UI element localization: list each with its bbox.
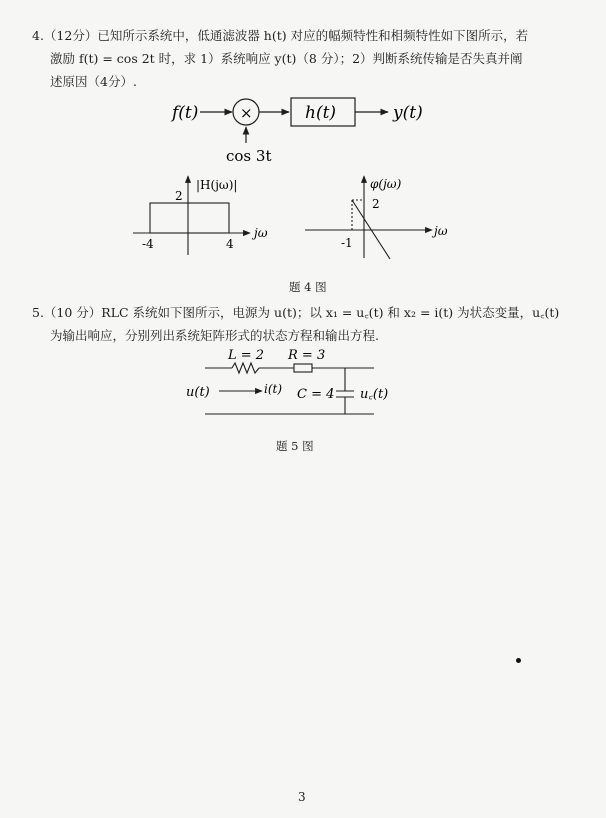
magnitude-left-tick: -4 bbox=[142, 237, 154, 251]
problem4-line2: 激励 f(t) = cos 2t 时，求 1）系统响应 y(t)（8 分）；2）判断系统传输是否失真并阐 bbox=[50, 51, 523, 66]
resistor-label: R = 3 bbox=[288, 348, 326, 363]
inductor-label: L = 2 bbox=[228, 348, 265, 363]
phase-plot bbox=[305, 176, 432, 259]
input-label: f(t) bbox=[172, 103, 199, 123]
phase-ylabel: φ(jω) bbox=[370, 177, 402, 191]
filter-label: h(t) bbox=[305, 103, 337, 123]
source-label: u(t) bbox=[186, 385, 210, 400]
phase-tick: -1 bbox=[341, 236, 353, 250]
magnitude-ylabel: |H(jω)| bbox=[196, 178, 238, 192]
problem4-line1: 4.（12分）已知所示系统中，低通滤波器 h(t) 对应的幅频特性和相频特性如下图所示，若 bbox=[32, 28, 529, 43]
carrier-label: cos 3t bbox=[226, 147, 272, 165]
ink-speck bbox=[516, 658, 521, 663]
phase-xlabel: jω bbox=[434, 224, 448, 238]
figure5-caption: 题 5 图 bbox=[276, 439, 314, 453]
problem4-line3: 述原因（4分）. bbox=[50, 74, 137, 89]
figure4-caption: 题 4 图 bbox=[289, 280, 327, 294]
magnitude-pulse bbox=[150, 203, 229, 233]
capacitor-label: C = 4 bbox=[297, 387, 335, 402]
current-label: i(t) bbox=[264, 382, 283, 396]
problem5-line1: 5.（10 分）RLC 系统如下图所示，电源为 u(t)；以 x₁ = u꜀(t) 和 x₂ = i(t) 为状态变量，u꜀(t) bbox=[32, 305, 560, 320]
magnitude-level: 2 bbox=[175, 189, 183, 203]
magnitude-xlabel: jω bbox=[254, 226, 268, 240]
multiplier-symbol: × bbox=[240, 104, 253, 122]
cap-voltage-label: u꜀(t) bbox=[360, 387, 389, 402]
problem5-line2: 为输出响应，分别列出系统矩阵形式的状态方程和输出方程. bbox=[50, 328, 379, 343]
block-diagram bbox=[200, 98, 388, 143]
resistor-symbol bbox=[294, 364, 312, 372]
magnitude-right-tick: 4 bbox=[226, 237, 234, 251]
rlc-circuit bbox=[205, 363, 374, 414]
output-label: y(t) bbox=[393, 103, 423, 123]
page-number: 3 bbox=[298, 790, 306, 804]
phase-level: 2 bbox=[372, 197, 380, 211]
inductor-symbol bbox=[232, 363, 259, 373]
